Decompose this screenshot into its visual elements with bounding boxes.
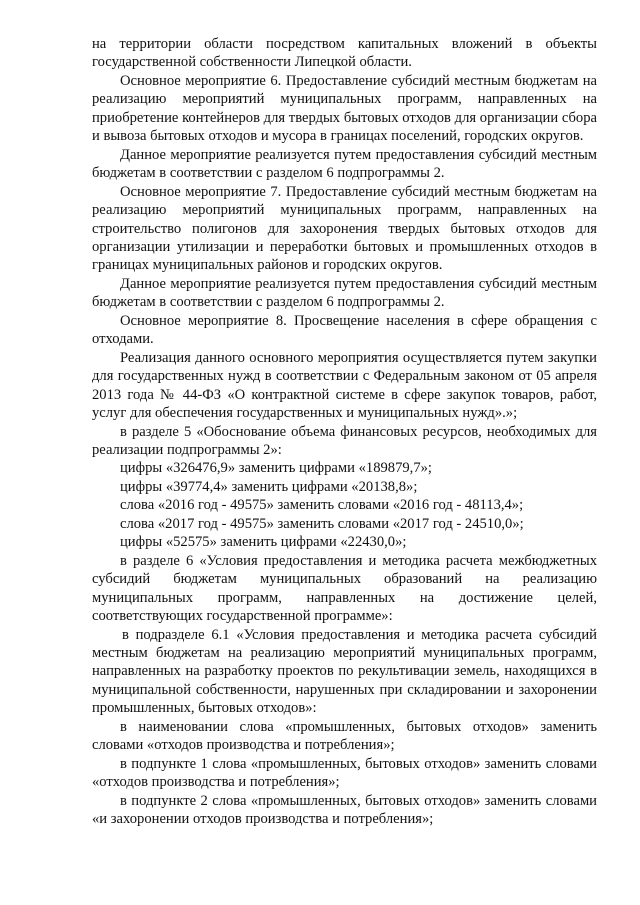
paragraph: в разделе 5 «Обоснование объема финансовых ресурсов, необходимых для реализации подпрограммы 2»:	[92, 423, 597, 458]
list-item: цифры «39774,4» заменить цифрами «20138,8»;	[120, 478, 418, 495]
paragraph: в подпункте 2 слова «промышленных, бытовых отходов» заменить словами «и захоронении отходов производства и потребления»;	[92, 792, 597, 828]
paragraph: Основное мероприятие 6. Предоставление субсидий местным бюджетам на реализацию мероприятий муниципальных программ, направленных на приобретение контейнеров для твердых бытовых отходов для организации сбора и вывоза бытовых отходов и мусора в границах поселений, городских округов.	[92, 72, 597, 145]
list-item: слова «2016 год - 49575» заменить словами «2016 год - 48113,4»;	[120, 497, 524, 514]
paragraph: Основное мероприятие 7. Предоставление субсидий местным бюджетам на реализацию мероприятий муниципальных программ, направленных на строительство полигонов для захоронения твердых бытовых отходов для организации утилизации и переработки бытовых и промышленных отходов в границах муниципальных районов и городских округов.	[92, 183, 597, 274]
list-item: цифры «326476,9» заменить цифрами «189879,7»;	[120, 460, 432, 477]
paragraph: Данное мероприятие реализуется путем предоставления субсидий местным бюджетам в соответствии с разделом 6 подпрограммы 2.	[92, 275, 597, 311]
paragraph: на территории области посредством капитальных вложений в объекты государственной собственности Липецкой области.	[92, 36, 597, 71]
paragraph: в разделе 6 «Условия предоставления и методика расчета межбюджетных субсидий бюджетам муниципальных образований на реализацию муниципальных программ, направленных на достижение целей, соответствующих государственной программе»:	[92, 552, 597, 625]
paragraph: Основное мероприятие 8. Просвещение населения в сфере обращения с отходами.	[92, 312, 597, 348]
paragraph: в наименовании слова «промышленных, бытовых отходов» заменить словами «отходов производства и потребления»;	[92, 718, 597, 754]
paragraph: в подразделе 6.1 «Условия предоставления и методика расчета субсидий местным бюджетам на реализацию мероприятий муниципальных программ, направленных на разработку проектов по рекультивации земель, находящихся в муниципальной собственности, нарушенных при складировании и захоронении промышленных, бытовых отходов»:	[92, 626, 597, 717]
paragraph: в подпункте 1 слова «промышленных, бытовых отходов» заменить словами «отходов производства и потребления»;	[92, 755, 597, 791]
paragraph: Данное мероприятие реализуется путем предоставления субсидий местным бюджетам в соответствии с разделом 6 подпрограммы 2.	[92, 146, 597, 182]
paragraph: Реализация данного основного мероприятия осуществляется путем закупки для государственных нужд в соответствии с Федеральным законом от 05 апреля 2013 года № 44-ФЗ «О контрактной системе в сфере закупок товаров, работ, услуг для обеспечения государственных и муниципальных нужд».»;	[92, 349, 597, 422]
list-item: слова «2017 год - 49575» заменить словами «2017 год - 24510,0»;	[120, 515, 524, 532]
list-item: цифры «52575» заменить цифрами «22430,0»;	[120, 534, 407, 551]
document-body	[92, 35, 597, 828]
